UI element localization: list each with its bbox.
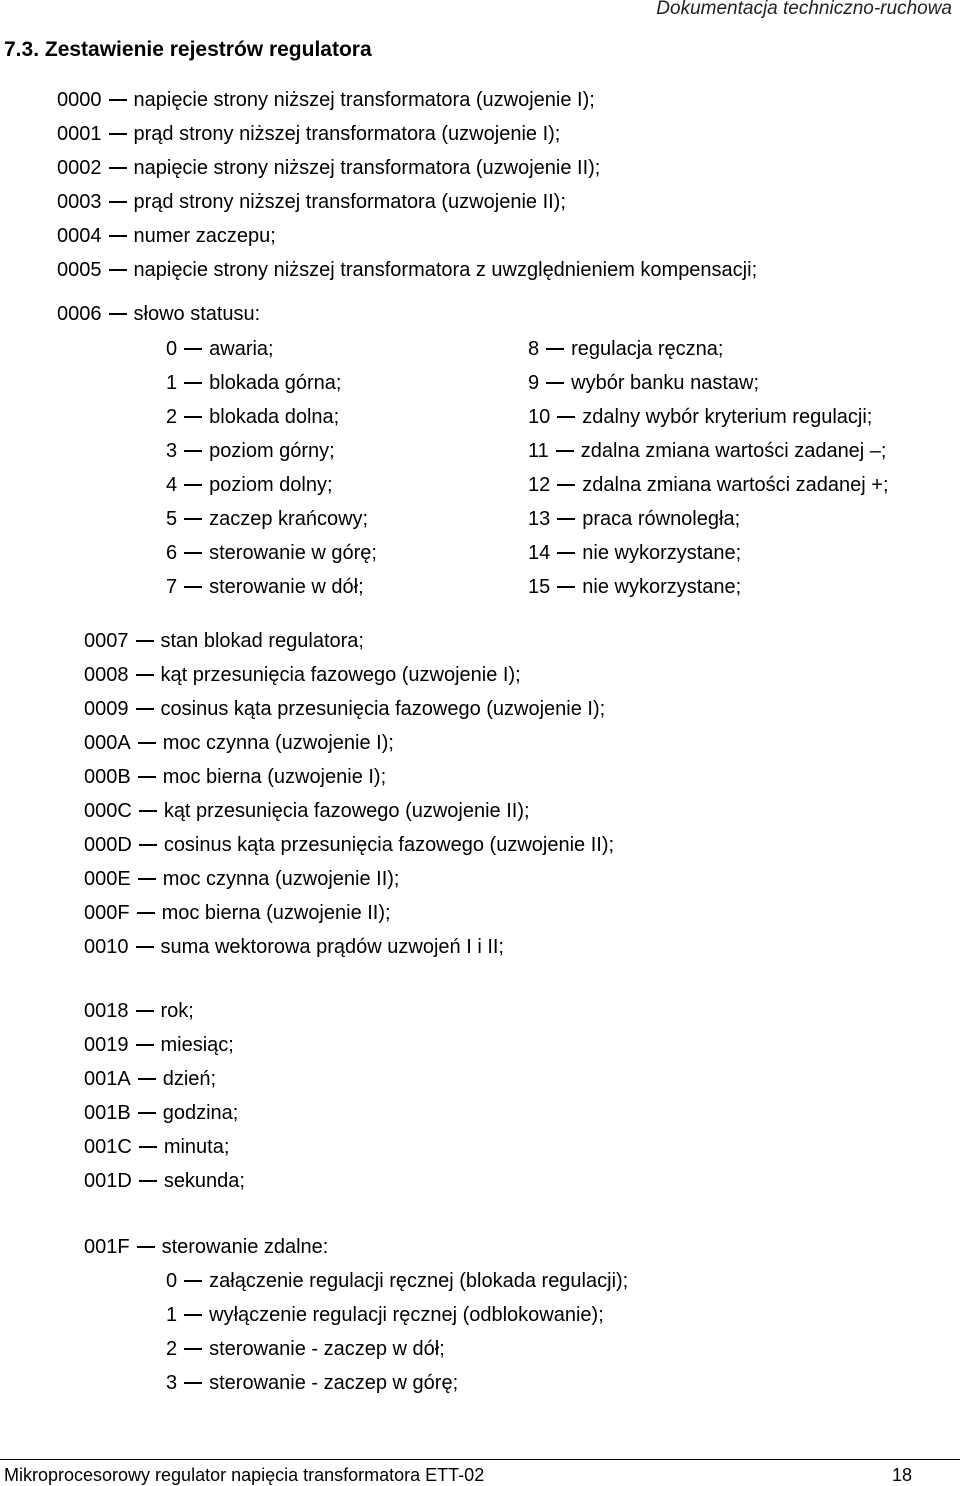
dash-separator <box>139 844 157 846</box>
dash-separator <box>557 518 575 520</box>
status-bit-row-desc: awaria; <box>209 338 274 360</box>
status-bit-row-desc: zdalna zmiana wartości zadanej –; <box>580 440 887 462</box>
status-bit-row <box>528 439 887 463</box>
dash-separator <box>184 348 202 350</box>
dash-separator <box>184 382 202 384</box>
register-row-code: 001F <box>84 1236 130 1258</box>
register-row-desc: moc czynna (uzwojenie I); <box>162 732 394 754</box>
status-bit-row <box>166 337 274 361</box>
dash-separator <box>137 1246 155 1248</box>
register-row-code: 000F <box>84 902 130 924</box>
status-bit-row-code: 11 <box>528 440 549 462</box>
status-bit-row-code: 10 <box>528 406 551 428</box>
status-bit-row-desc: poziom górny; <box>209 440 335 462</box>
dash-separator <box>138 1078 156 1080</box>
dash-separator <box>136 946 154 948</box>
dash-separator <box>184 586 202 588</box>
register-row-code: 0019 <box>84 1034 129 1056</box>
status-bit-row-desc: poziom dolny; <box>209 474 333 496</box>
footer-title: Mikroprocesorowy regulator napięcia transformatora ETT-02 <box>4 1465 485 1485</box>
page-number: 18 <box>891 1465 912 1485</box>
register-row <box>57 302 260 326</box>
register-row-code: 0009 <box>84 698 129 720</box>
register-row-desc: prąd strony niższej transformatora (uzwojenie II); <box>133 191 566 213</box>
status-bit-row-desc: blokada górna; <box>209 372 342 394</box>
status-bit-row-code: 4 <box>166 474 178 496</box>
status-bit-row-desc: sterowanie w górę; <box>209 542 377 564</box>
status-bit-row <box>166 371 341 395</box>
register-row-code: 000C <box>84 800 132 822</box>
register-row <box>84 935 504 959</box>
register-row <box>57 122 560 146</box>
register-row-desc: godzina; <box>162 1102 239 1124</box>
register-row <box>57 258 757 282</box>
register-row-code: 0004 <box>57 225 102 247</box>
register-row-code: 0006 <box>57 303 102 325</box>
register-row <box>57 224 276 248</box>
status-bit-row <box>528 405 872 429</box>
register-row <box>84 999 194 1023</box>
dash-separator <box>139 1180 157 1182</box>
register-row-code: 0001 <box>57 123 102 145</box>
register-row-code: 0008 <box>84 664 129 686</box>
register-row <box>84 1101 238 1125</box>
register-row-desc: minuta; <box>163 1136 230 1158</box>
status-bit-row <box>528 507 740 531</box>
register-row <box>84 1033 234 1057</box>
status-bit-row-code: 13 <box>528 508 551 530</box>
register-row <box>84 799 530 823</box>
register-row <box>84 1135 229 1159</box>
register-row-desc: napięcie strony niższej transformatora (uzwojenie II); <box>133 157 601 179</box>
register-row-desc: suma wektorowa prądów uzwojeń I i II; <box>160 936 504 958</box>
remote-bit-row <box>166 1303 604 1327</box>
register-row-code: 0018 <box>84 1000 129 1022</box>
remote-bit-row-desc: sterowanie - zaczep w dół; <box>209 1338 445 1360</box>
remote-bit-row <box>166 1269 628 1293</box>
register-row-desc: sekunda; <box>163 1170 245 1192</box>
register-row <box>57 190 566 214</box>
dash-separator <box>136 1010 154 1012</box>
status-bit-row <box>528 371 759 395</box>
remote-bit-row <box>166 1337 445 1361</box>
dash-separator <box>109 313 127 315</box>
remote-bit-row-code: 2 <box>166 1338 178 1360</box>
dash-separator <box>138 1112 156 1114</box>
dash-separator <box>109 235 127 237</box>
register-row-desc: moc czynna (uzwojenie II); <box>162 868 400 890</box>
remote-bit-row-code: 1 <box>166 1304 178 1326</box>
register-row <box>84 901 391 925</box>
remote-bit-row-desc: sterowanie - zaczep w górę; <box>209 1372 459 1394</box>
dash-separator <box>184 1314 202 1316</box>
remote-bit-row <box>166 1371 458 1395</box>
status-bit-row-desc: zaczep krańcowy; <box>209 508 369 530</box>
status-bit-row-desc: zdalny wybór kryterium regulacji; <box>582 406 873 428</box>
dash-separator <box>546 382 564 384</box>
status-bit-row-code: 12 <box>528 474 551 496</box>
register-row-code: 001B <box>84 1102 131 1124</box>
dash-separator <box>109 269 127 271</box>
dash-separator <box>556 450 574 452</box>
register-row-code: 0002 <box>57 157 102 179</box>
section-title: 7.3. Zestawienie rejestrów regulatora <box>4 38 372 61</box>
register-row-desc: cosinus kąta przesunięcia fazowego (uzwojenie II); <box>163 834 615 856</box>
register-row-desc: numer zaczepu; <box>133 225 276 247</box>
status-bit-row-code: 15 <box>528 576 551 598</box>
dash-separator <box>109 99 127 101</box>
status-bit-row-desc: regulacja ręczna; <box>571 338 724 360</box>
register-row-desc: miesiąc; <box>160 1034 234 1056</box>
dash-separator <box>138 742 156 744</box>
status-bit-row <box>528 337 723 361</box>
register-row <box>57 156 600 180</box>
status-bit-row-code: 7 <box>166 576 178 598</box>
dash-separator <box>139 810 157 812</box>
register-row <box>84 867 399 891</box>
dash-separator <box>109 133 127 135</box>
register-row-code: 000A <box>84 732 131 754</box>
dash-separator <box>136 708 154 710</box>
status-bit-row <box>528 473 889 497</box>
register-row-desc: moc bierna (uzwojenie I); <box>162 766 387 788</box>
dash-separator <box>184 450 202 452</box>
status-bit-row <box>166 473 333 497</box>
register-row-code: 0003 <box>57 191 102 213</box>
dash-separator <box>184 1348 202 1350</box>
dash-separator <box>136 640 154 642</box>
register-row <box>84 697 605 721</box>
dash-separator <box>136 1044 154 1046</box>
register-row-desc: prąd strony niższej transformatora (uzwojenie I); <box>133 123 561 145</box>
dash-separator <box>137 912 155 914</box>
remote-bit-row-code: 0 <box>166 1270 178 1292</box>
register-row-desc: napięcie strony niższej transformatora z uwzględnieniem kompensacji; <box>133 259 758 281</box>
status-bit-row-code: 0 <box>166 338 178 360</box>
dash-separator <box>138 776 156 778</box>
register-row-desc: stan blokad regulatora; <box>160 630 364 652</box>
register-row <box>84 1169 245 1193</box>
dash-separator <box>546 348 564 350</box>
dash-separator <box>184 484 202 486</box>
register-row-desc: słowo statusu: <box>133 303 261 325</box>
dash-separator <box>109 167 127 169</box>
status-bit-row <box>166 575 364 599</box>
register-row-code: 000E <box>84 868 131 890</box>
register-row <box>84 765 386 789</box>
register-row-code: 0005 <box>57 259 102 281</box>
status-bit-row <box>528 541 741 565</box>
dash-separator <box>139 1146 157 1148</box>
footer-divider <box>0 1459 960 1460</box>
dash-separator <box>109 201 127 203</box>
status-bit-row <box>528 575 741 599</box>
status-bit-row <box>166 405 339 429</box>
register-row-desc: kąt przesunięcia fazowego (uzwojenie I); <box>160 664 521 686</box>
register-row <box>84 833 614 857</box>
status-bit-row-code: 8 <box>528 338 540 360</box>
status-bit-row <box>166 439 335 463</box>
register-row <box>84 1067 216 1091</box>
dash-separator <box>184 416 202 418</box>
register-row-desc: sterowanie zdalne: <box>161 1236 329 1258</box>
register-row-desc: dzień; <box>162 1068 217 1090</box>
status-bit-row <box>166 541 377 565</box>
register-row-code: 001D <box>84 1170 132 1192</box>
status-bit-row-desc: sterowanie w dół; <box>209 576 364 598</box>
register-row-code: 001C <box>84 1136 132 1158</box>
register-row <box>84 731 394 755</box>
register-row-code: 000B <box>84 766 131 788</box>
register-row-code: 0000 <box>57 89 102 111</box>
register-row-code: 0010 <box>84 936 129 958</box>
register-row-code: 0007 <box>84 630 129 652</box>
status-bit-row-code: 14 <box>528 542 551 564</box>
register-row <box>84 663 521 687</box>
dash-separator <box>557 552 575 554</box>
dash-separator <box>184 552 202 554</box>
register-row-code: 000D <box>84 834 132 856</box>
remote-bit-row-code: 3 <box>166 1372 178 1394</box>
register-row-desc: napięcie strony niższej transformatora (uzwojenie I); <box>133 89 595 111</box>
dash-separator <box>136 674 154 676</box>
register-row-desc: moc bierna (uzwojenie II); <box>161 902 391 924</box>
register-row <box>84 629 364 653</box>
status-bit-row-code: 5 <box>166 508 178 530</box>
dash-separator <box>138 878 156 880</box>
register-row <box>57 88 595 112</box>
register-row-desc: kąt przesunięcia fazowego (uzwojenie II); <box>163 800 530 822</box>
status-bit-row-desc: blokada dolna; <box>209 406 340 428</box>
status-bit-row-code: 9 <box>528 372 540 394</box>
register-row <box>84 1235 328 1259</box>
register-row-code: 001A <box>84 1068 131 1090</box>
dash-separator <box>184 518 202 520</box>
status-bit-row-desc: praca równoległa; <box>582 508 741 530</box>
status-bit-row-code: 1 <box>166 372 178 394</box>
register-row-desc: cosinus kąta przesunięcia fazowego (uzwojenie I); <box>160 698 606 720</box>
dash-separator <box>557 484 575 486</box>
status-bit-row-desc: nie wykorzystane; <box>582 576 742 598</box>
dash-separator <box>557 586 575 588</box>
dash-separator <box>184 1382 202 1384</box>
remote-bit-row-desc: załączenie regulacji ręcznej (blokada regulacji); <box>209 1270 629 1292</box>
status-bit-row-desc: nie wykorzystane; <box>582 542 742 564</box>
doc-header: Dokumentacja techniczno-ruchowa <box>656 0 952 19</box>
register-row-desc: rok; <box>160 1000 194 1022</box>
status-bit-row-desc: zdalna zmiana wartości zadanej +; <box>582 474 889 496</box>
status-bit-row-code: 6 <box>166 542 178 564</box>
status-bit-row <box>166 507 368 531</box>
status-bit-row-code: 2 <box>166 406 178 428</box>
status-bit-row-code: 3 <box>166 440 178 462</box>
status-bit-row-desc: wybór banku nastaw; <box>571 372 760 394</box>
remote-bit-row-desc: wyłączenie regulacji ręcznej (odblokowanie); <box>209 1304 604 1326</box>
dash-separator <box>557 416 575 418</box>
dash-separator <box>184 1280 202 1282</box>
